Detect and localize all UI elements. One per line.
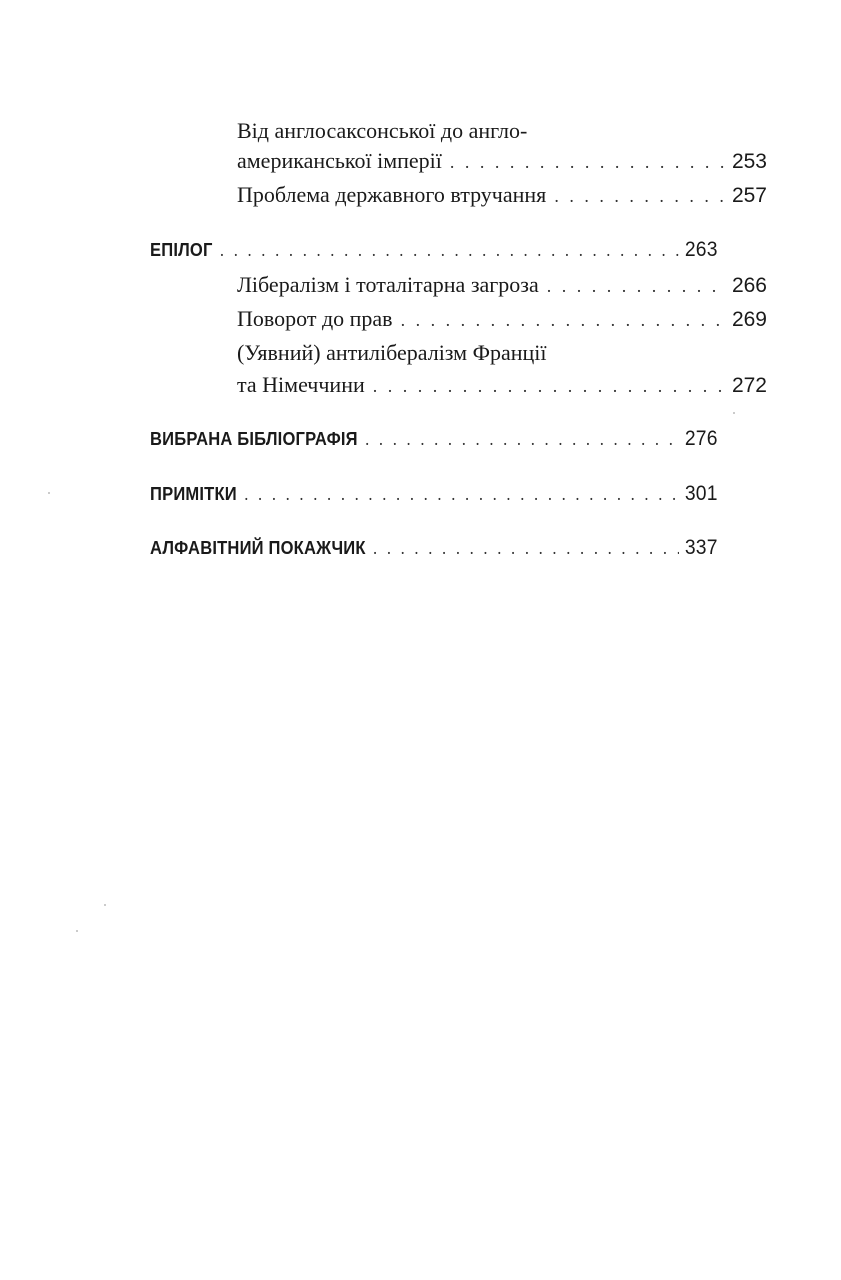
toc-entry-rights[interactable] bbox=[237, 306, 767, 332]
toc-section-epilogue[interactable] bbox=[150, 238, 718, 262]
toc-section-notes-title: ПРИМІТКИ bbox=[150, 484, 237, 504]
toc-section-epilogue-title: ЕПІЛОГ bbox=[150, 240, 213, 260]
dot-leader bbox=[450, 152, 726, 173]
toc-section-index-page: 337 bbox=[684, 536, 718, 559]
dot-leader bbox=[554, 186, 726, 207]
toc-entry-anti[interactable] bbox=[237, 372, 767, 398]
toc-entry-liberalism-title: Лібералізм і тоталітарна загроза bbox=[237, 272, 539, 297]
toc-section-bibliography[interactable] bbox=[150, 427, 718, 451]
toc-entry-anti-line1: (Уявний) антилібералізм Франції bbox=[237, 340, 547, 365]
toc-entry-anglo-line2: американської імперії bbox=[237, 148, 442, 173]
toc-entry-anti-line2: та Німеччини bbox=[237, 372, 365, 397]
scan-speck bbox=[104, 904, 106, 906]
toc-section-notes-page: 301 bbox=[684, 482, 718, 505]
dot-leader bbox=[547, 276, 726, 297]
toc-entry-state-page: 257 bbox=[731, 184, 767, 207]
toc-section-bibliography-title: ВИБРАНА БІБЛІОГРАФІЯ bbox=[150, 429, 358, 449]
toc-entry-liberalism[interactable] bbox=[237, 272, 767, 298]
toc-entry-anglo-line1: Від англосаксонської до англо- bbox=[237, 118, 528, 143]
toc-entry-rights-page: 269 bbox=[731, 308, 767, 331]
toc-entry-state-title: Проблема державного втручання bbox=[237, 182, 547, 207]
toc-section-notes[interactable] bbox=[150, 482, 718, 506]
dot-leader bbox=[373, 376, 726, 397]
dot-leader bbox=[365, 429, 679, 450]
toc-section-index-title: АЛФАВІТНИЙ ПОКАЖЧИК bbox=[150, 538, 366, 558]
scan-speck bbox=[48, 492, 50, 494]
toc-entry-anti-page: 272 bbox=[731, 374, 767, 397]
dot-leader bbox=[244, 484, 679, 505]
dot-leader bbox=[373, 538, 679, 559]
toc-section-epilogue-page: 263 bbox=[684, 238, 718, 261]
dot-leader bbox=[220, 240, 679, 261]
scan-speck bbox=[733, 412, 735, 414]
toc-entry-liberalism-page: 266 bbox=[731, 274, 767, 297]
toc-entry-anglo[interactable] bbox=[237, 148, 767, 174]
toc-section-index[interactable] bbox=[150, 536, 718, 560]
toc-entry-rights-title: Поворот до прав bbox=[237, 306, 393, 331]
toc-section-bibliography-page: 276 bbox=[684, 427, 718, 450]
toc-entry-anglo-page: 253 bbox=[731, 150, 767, 173]
dot-leader bbox=[401, 310, 726, 331]
scan-speck bbox=[76, 930, 78, 932]
toc-entry-state[interactable] bbox=[237, 182, 767, 208]
